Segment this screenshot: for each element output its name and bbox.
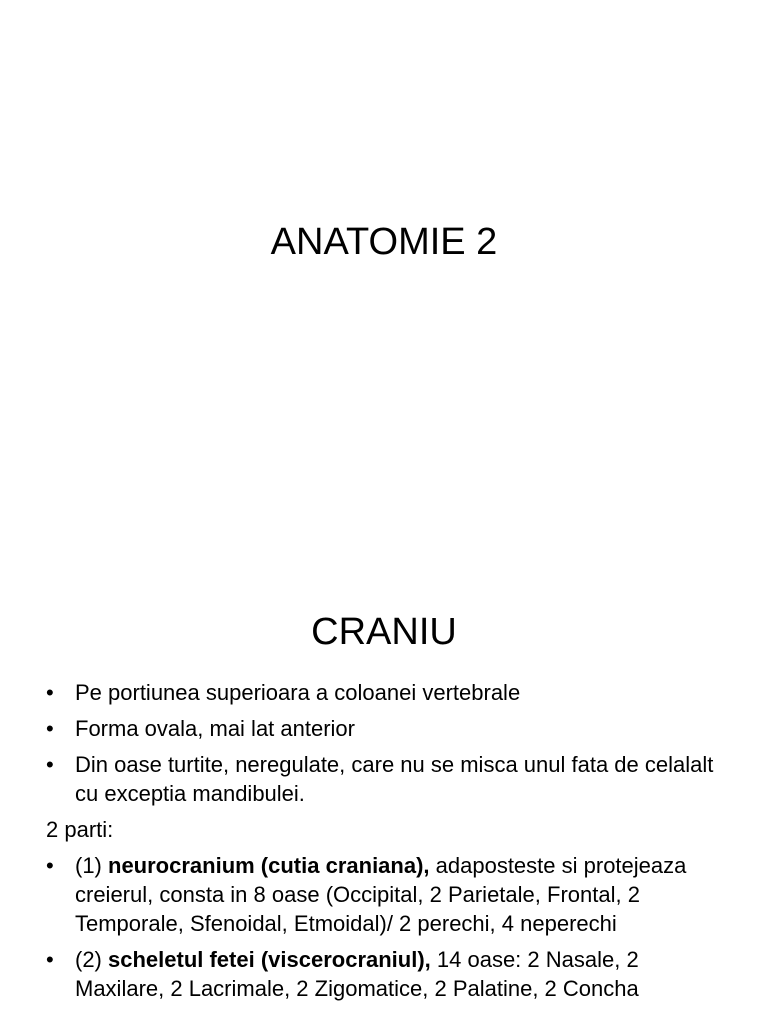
parts-label: 2 parti: — [46, 817, 114, 842]
slide2-content — [46, 678, 726, 1010]
bullet-icon: • — [46, 853, 54, 878]
bullet-list-top — [46, 678, 726, 808]
part-term: scheletul fetei (viscerocraniul), — [108, 947, 431, 972]
bullet-list-parts — [46, 851, 726, 1003]
list-item-text: Forma ovala, mai lat anterior — [75, 716, 355, 741]
bullet-icon: • — [46, 680, 54, 705]
list-item-text: Pe portiunea superioara a coloanei vertebrale — [75, 680, 521, 705]
list-item — [46, 714, 726, 743]
slide1-title: ANATOMIE 2 — [270, 221, 498, 263]
part-term: neurocranium (cutia craniana), — [108, 853, 430, 878]
list-item — [46, 750, 726, 808]
bullet-icon: • — [46, 752, 54, 777]
slide2-title: CRANIU — [311, 611, 457, 653]
part-number: (1) — [75, 853, 108, 878]
list-item — [46, 851, 726, 938]
list-item-text: Din oase turtite, neregulate, care nu se misca unul fata de celalalt cu exceptia mandibulei. — [75, 752, 714, 806]
bullet-icon: • — [46, 947, 54, 972]
bullet-icon: • — [46, 716, 54, 741]
list-item — [46, 945, 726, 1003]
part-description: adaposteste si protejeaza creierul, consta in 8 oase (Occipital, 2 Parietale, Frontal, 2 Temporale, Sfenoidal, Etmoidal)/ 2 perechi, 4 neperechi — [75, 853, 687, 936]
part-description: 14 oase: 2 Nasale, 2 Maxilare, 2 Lacrimale, 2 Zigomatice, 2 Palatine, 2 Concha — [75, 947, 639, 1001]
list-item — [46, 678, 726, 707]
part-number: (2) — [75, 947, 108, 972]
